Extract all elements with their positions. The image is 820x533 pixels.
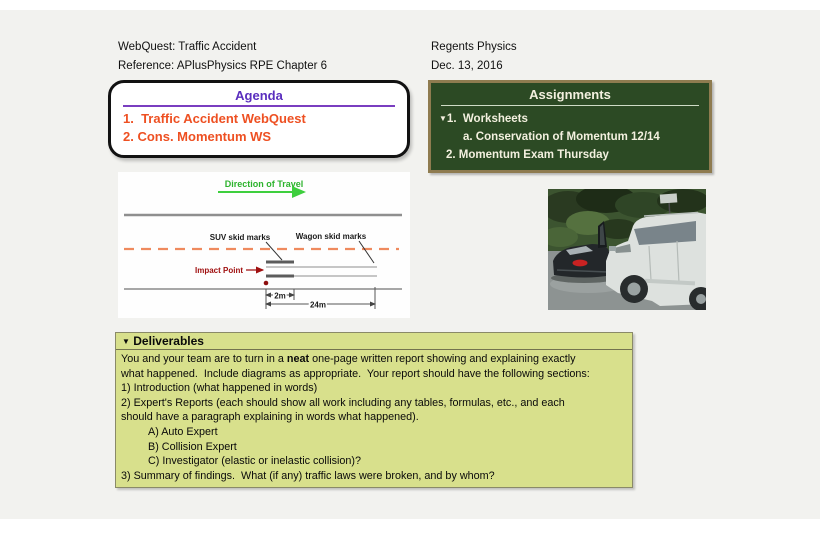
assignments-title: Assignments xyxy=(529,87,611,102)
deliverables-body xyxy=(116,350,632,483)
header-date: Dec. 13, 2016 xyxy=(431,60,503,72)
deliverables-panel xyxy=(115,332,633,488)
deliverables-line-9: 3) Summary of findings. What (if any) traffic laws were broken, and by whom? xyxy=(121,469,495,482)
bold-word: neat xyxy=(286,353,310,365)
deliverables-line-1: You and your team are to turn in a neat one-page written report showing and explaining exactly xyxy=(121,353,576,365)
agenda-title: Agenda xyxy=(235,88,283,103)
agenda-item-1: 1. Traffic Accident WebQuest xyxy=(123,111,306,126)
accident-diagram xyxy=(118,172,410,318)
side-mirror xyxy=(609,246,616,251)
assignment-item-2: 2. Momentum Exam Thursday xyxy=(446,149,609,161)
accident-photo-svg xyxy=(548,189,706,310)
wagon-skid-label: Wagon skid marks xyxy=(295,232,367,241)
assignment-item-1a: a. Conservation of Momentum 12/14 xyxy=(463,131,660,143)
assignments-panel xyxy=(428,80,712,173)
deliverables-title: Deliverables xyxy=(133,334,204,348)
disclosure-triangle-icon[interactable]: ▼ xyxy=(122,337,130,346)
deliverables-line-3: 1) Introduction (what happened in words) xyxy=(121,382,318,395)
impact-point-dot xyxy=(264,281,269,286)
impact-point-label: Impact Point xyxy=(194,266,243,275)
measurement-2m xyxy=(266,289,294,309)
agenda-item-2: 2. Cons. Momentum WS xyxy=(123,129,272,144)
taillight xyxy=(573,260,588,267)
header-right xyxy=(431,38,517,76)
deliverables-line-4: 2) Expert's Reports (each should show all work including any tables, formulas, etc., and each xyxy=(121,396,565,409)
deliverables-line-5: should have a paragraph explaining in words what happened). xyxy=(121,411,419,424)
header-reference: Reference: APlusPhysics RPE Chapter 6 xyxy=(118,60,328,72)
assignment-item-1-label: 1. Worksheets xyxy=(446,113,528,125)
agenda-divider xyxy=(123,105,395,107)
disclosure-triangle-icon[interactable]: ▼ xyxy=(439,114,447,123)
assignments-divider xyxy=(441,105,699,106)
deliverables-line-8: C) Investigator (elastic or inelastic collision)? xyxy=(148,455,362,468)
accident-photo xyxy=(548,189,706,310)
measure-24m-label: 24m xyxy=(309,300,327,310)
direction-of-travel-label: Direction of Travel xyxy=(224,179,304,189)
suv-skid-leader-line xyxy=(266,242,282,260)
header-left xyxy=(118,38,327,76)
assignment-item-1 xyxy=(439,110,709,128)
header-title: WebQuest: Traffic Accident xyxy=(118,41,257,53)
deliverables-line-7: B) Collision Expert xyxy=(148,440,237,453)
accident-diagram-svg xyxy=(118,172,410,318)
deliverables-header xyxy=(116,333,632,350)
agenda-panel xyxy=(108,80,410,158)
measure-2m-label: 2m xyxy=(274,291,286,301)
deliverables-line-2: what happened. Include diagrams as appropriate. Your report should have the following sections: xyxy=(121,367,590,380)
wagon-skid-leader-line xyxy=(359,241,374,263)
header-course: Regents Physics xyxy=(431,41,517,53)
deliverables-line-6: A) Auto Expert xyxy=(148,425,218,438)
suv-skid-label: SUV skid marks xyxy=(209,233,271,242)
